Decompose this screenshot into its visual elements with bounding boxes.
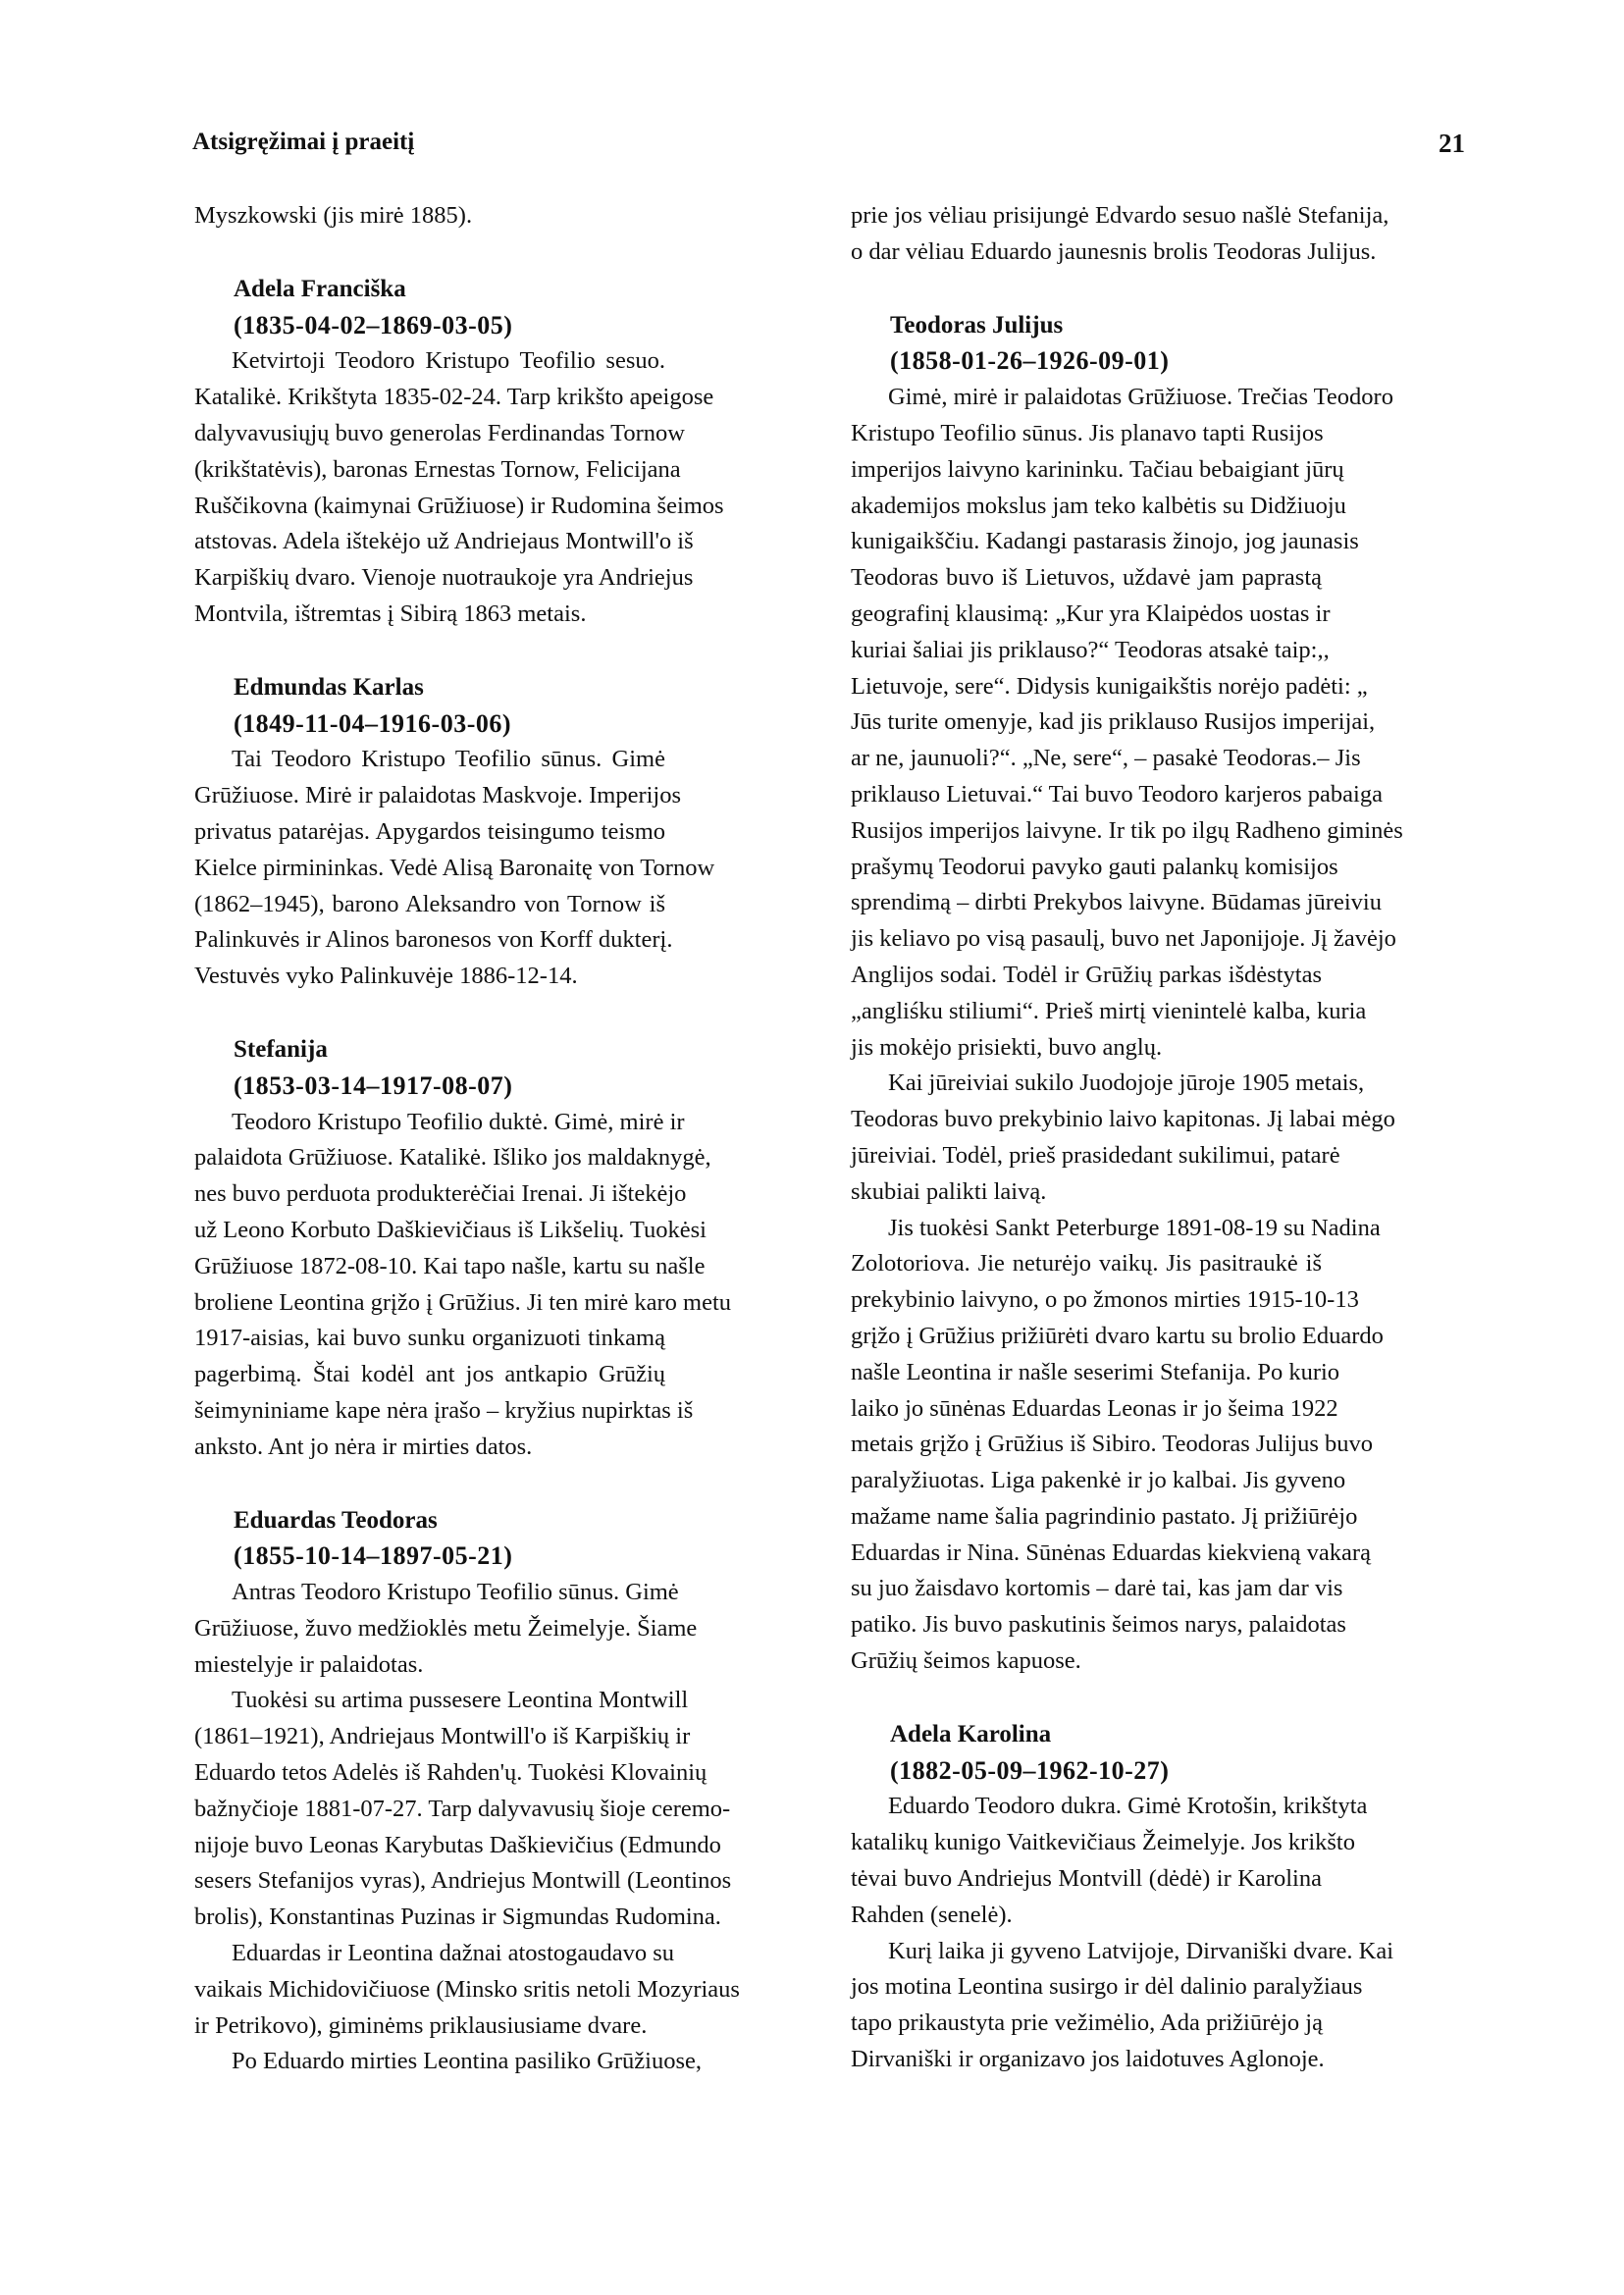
biography-entry xyxy=(194,272,724,633)
text-line: Kai jūreiviai sukilo Juodojoje jūroje 1905 metais, xyxy=(888,1069,1365,1097)
running-header xyxy=(192,129,1465,162)
text-line: kunigaikščiu. Kadangi pastarasis žinojo, jog jaunasis xyxy=(851,528,1359,555)
entry-dates: (1853-03-14–1917-08-07) xyxy=(234,1070,513,1100)
text-line: Grūžiuose. Mirė ir palaidotas Maskvoje. Imperijos xyxy=(194,782,682,809)
entry-spacer xyxy=(194,1466,665,1503)
paragraph xyxy=(194,1683,732,1936)
text-line: Ruščikovna (kaimynai Grūžiuose) ir Rudomina šeimos xyxy=(194,492,724,519)
text-line: patiko. Jis buvo paskutinis šeimos narys, palaidotas xyxy=(851,1611,1346,1639)
text-line: Rusijos imperijos laivyne. Ir tik po ilgų Radheno giminės xyxy=(851,816,1403,844)
text-line: atstovas. Adela ištekėjo už Andriejaus Montwill'o iš xyxy=(194,528,694,555)
text-line: šeimyniniame kape nėra įrašo – kryžius nupirktas iš xyxy=(194,1396,694,1424)
biography-entry xyxy=(851,308,1403,1680)
text-line: Anglijos sodai. Todėl ir Grūžių parkas išdėstytas xyxy=(851,961,1322,988)
text-line: su juo žaisdavo kortomis – darė tai, kas jam dar vis xyxy=(851,1575,1343,1602)
text-line: imperijos laivyno karininku. Tačiau bebaigiant jūrų xyxy=(851,455,1344,483)
entry-name: Stefanija xyxy=(234,1035,328,1063)
entry-dates: (1849-11-04–1916-03-06) xyxy=(234,708,512,738)
text-line: geografinį klausimą: „Kur yra Klaipėdos uostas ir xyxy=(851,600,1331,627)
text-line: 1917-aisias, kai buvo sunku organizuoti tinkamą xyxy=(194,1325,665,1352)
paragraph xyxy=(851,1211,1384,1680)
right-column xyxy=(851,198,1403,2078)
text-line: Ketvirtoji Teodoro Kristupo Teofilio sesuo. xyxy=(232,347,665,375)
text-line: Tai Teodoro Kristupo Teofilio sūnus. Gimė xyxy=(232,746,665,773)
paragraph xyxy=(851,1789,1368,1933)
entry-spacer xyxy=(194,995,665,1032)
text-line: prašymų Teodorui pavyko gauti palankų komisijos xyxy=(851,853,1338,880)
text-line: Teodoras buvo iš Lietuvos, uždavė jam paprastą xyxy=(851,564,1322,592)
text-line: katalikų kunigo Vaitkevičiaus Žeimelyje. Jos krikšto xyxy=(851,1829,1355,1856)
text-line: jos motina Leontina susirgo ir dėl dalinio paralyžiaus xyxy=(851,1973,1363,2001)
paragraph xyxy=(194,742,715,995)
text-line: (1861–1921), Andriejaus Montwill'o iš Karpiškių ir xyxy=(194,1723,691,1750)
biography-entry xyxy=(194,1032,732,1466)
text-line: tapo prikaustyta prie vežimėlio, Ada prižiūrėjo ją xyxy=(851,2009,1323,2037)
entry-name: Adela Franciška xyxy=(234,275,406,302)
text-line: o dar vėliau Eduardo jaunesnis brolis Teodoras Julijus. xyxy=(851,237,1377,265)
entry-dates: (1858-01-26–1926-09-01) xyxy=(890,346,1170,376)
running-title: Atsigręžimai į praeitį xyxy=(192,129,415,155)
entry-spacer xyxy=(194,633,665,670)
text-line: Kristupo Teofilio sūnus. Jis planavo tapti Rusijos xyxy=(851,419,1324,446)
text-line: pagerbimą. Štai kodėl ant jos antkapio Grūžių xyxy=(194,1361,665,1388)
biography-entry xyxy=(194,1503,740,2081)
text-line: Grūžių šeimos kapuose. xyxy=(851,1647,1081,1675)
text-line: ir Petrikovo), giminėms priklausiusiame dvare. xyxy=(194,2011,648,2039)
entry-dates: (1835-04-02–1869-03-05) xyxy=(234,310,513,339)
text-line: palaidota Grūžiuose. Katalikė. Išliko jos maldaknygė, xyxy=(194,1144,711,1172)
text-line: privatus patarėjas. Apygardos teisingumo teismo xyxy=(194,817,665,845)
text-line: Myszkowski (jis mirė 1885). xyxy=(194,202,473,229)
text-line: Kurį laika ji gyveno Latvijoje, Dirvaniški dvare. Kai xyxy=(888,1937,1394,1964)
text-line: Eduardas ir Leontina dažnai atostogaudavo su xyxy=(232,1940,675,1967)
text-line: (krikštatėvis), baronas Ernestas Tornow, Felicijana xyxy=(194,455,681,483)
text-line: mažame name šalia pagrindinio pastato. Jį prižiūrėjo xyxy=(851,1502,1358,1530)
text-line: „angliśku stiliumi“. Prieš mirtį vienintelė kalba, kuria xyxy=(851,997,1367,1024)
text-line: Palinkuvės ir Alinos baronesos von Korff dukterį. xyxy=(194,926,673,954)
text-line: broliene Leontina grįžo į Grūžius. Ji ten mirė karo metu xyxy=(194,1288,732,1316)
paragraph xyxy=(194,1936,740,2044)
paragraph xyxy=(194,2044,703,2080)
entry-name: Edmundas Karlas xyxy=(234,673,424,701)
text-line: už Leono Korbuto Daškievičiaus iš Likšelių. Tuokėsi xyxy=(194,1216,707,1243)
text-line: Grūžiuose, žuvo medžioklės metu Žeimelyje. Šiame xyxy=(194,1614,698,1642)
text-line: nijoje buvo Leonas Karybutas Daškievičius (Edmundo xyxy=(194,1831,721,1858)
text-line: kuriai šaliai jis priklauso?“ Teodoras atsakė taip:,, xyxy=(851,636,1330,663)
text-line: anksto. Ant jo nėra ir mirties datos. xyxy=(194,1433,533,1460)
text-line: Lietuvoje, sere“. Didysis kunigaikštis norėjo padėti: „ xyxy=(851,672,1368,700)
text-line: našle Leontina ir našle seserimi Stefanija. Po kurio xyxy=(851,1358,1340,1385)
entry-dates: (1882-05-09–1962-10-27) xyxy=(890,1755,1170,1785)
text-line: metais grįžo į Grūžius iš Sibiro. Teodoras Julijus buvo xyxy=(851,1431,1374,1458)
text-line: Eduardo Teodoro dukra. Gimė Krotošin, krikštyta xyxy=(888,1793,1368,1820)
text-line: sprendimą – dirbti Prekybos laivyne. Būdamas jūreiviu xyxy=(851,889,1382,916)
text-line: Jūs turite omenyje, kad jis priklauso Rusijos imperijai, xyxy=(851,708,1376,736)
paragraph xyxy=(194,343,724,632)
text-line: jis keliavo po visą pasaulį, buvo net Japonijoje. Jį žavėjo xyxy=(851,925,1396,953)
text-line: Antras Teodoro Kristupo Teofilio sūnus. Gimė xyxy=(232,1579,679,1606)
text-line: dalyvavusiųjų buvo generolas Ferdinandas Tornow xyxy=(194,419,685,446)
text-line: Po Eduardo mirties Leontina pasiliko Grūžiuose, xyxy=(232,2048,703,2075)
text-line: Teodoro Kristupo Teofilio duktė. Gimė, mirė ir xyxy=(232,1108,685,1135)
text-line: jūreiviai. Todėl, prieš prasidedant sukilimui, patarė xyxy=(851,1141,1340,1169)
text-line: prie jos vėliau prisijungė Edvardo sesuo našlė Stefanija, xyxy=(851,202,1389,229)
text-line: paralyžiuotas. Liga pakenkė ir jo kalbai. Jis gyveno xyxy=(851,1467,1346,1494)
text-line: Eduardo tetos Adelės iš Rahden'ų. Tuokėsi Klovainių xyxy=(194,1759,707,1787)
text-line: Eduardas ir Nina. Sūnėnas Eduardas kiekvieną vakarą xyxy=(851,1539,1371,1566)
paragraph xyxy=(851,1066,1395,1210)
text-line: brolis), Konstantinas Puzinas ir Sigmundas Rudomina. xyxy=(194,1904,721,1931)
text-line: Rahden (senelė). xyxy=(851,1901,1013,1928)
text-line: nes buvo perduota produkterėčiai Irenai. Ji ištekėjo xyxy=(194,1180,687,1208)
biography-entry xyxy=(194,670,715,995)
entry-dates: (1855-10-14–1897-05-21) xyxy=(234,1541,513,1571)
text-line: skubiai palikti laivą. xyxy=(851,1177,1047,1205)
entry-name: Eduardas Teodoras xyxy=(234,1506,438,1534)
entry-spacer xyxy=(851,1680,1322,1717)
text-line: Kielce pirmininkas. Vedė Alisą Baronaitę von Tornow xyxy=(194,854,715,881)
text-line: prekybinio laivyno, o po žmonos mirties 1915-10-13 xyxy=(851,1286,1359,1314)
text-line: Dirvaniški ir organizavo jos laidotuves Aglonoje. xyxy=(851,2046,1325,2073)
text-line: grįžo į Grūžius prižiūrėti dvaro kartu su brolio Eduardo xyxy=(851,1322,1384,1349)
biography-entry xyxy=(851,1717,1394,2078)
text-line: ar ne, jaunuoli?“. „Ne, sere“, – pasakė Teodoras.– Jis xyxy=(851,745,1361,772)
text-line: sesers Stefanijos vyras), Andriejus Montwill (Leontinos xyxy=(194,1867,732,1895)
paragraph xyxy=(851,380,1403,1066)
text-line: Vestuvės vyko Palinkuvėje 1886-12-14. xyxy=(194,963,578,990)
entry-name: Adela Karolina xyxy=(890,1720,1052,1747)
text-line: tėvai buvo Andriejus Montvill (dėdė) ir Karolina xyxy=(851,1865,1322,1893)
text-line: akademijos mokslus jam teko kalbėtis su Didžiuoju xyxy=(851,492,1346,519)
entry-spacer xyxy=(851,271,1322,308)
text-line: bažnyčioje 1881-07-27. Tarp dalyvavusių šioje ceremo- xyxy=(194,1795,731,1822)
text-line: Tuokėsi su artima pussesere Leontina Montwill xyxy=(232,1687,689,1714)
text-line: priklauso Lietuvai.“ Tai buvo Teodoro karjeros pabaiga xyxy=(851,780,1383,808)
text-line: (1862–1945), barono Aleksandro von Tornow iš xyxy=(194,890,665,917)
paragraph xyxy=(194,1105,732,1466)
text-line: Teodoras buvo prekybinio laivo kapitonas. Jį labai mėgo xyxy=(851,1106,1395,1133)
paragraph xyxy=(851,1934,1394,2078)
text-line: Karpiškių dvaro. Vienoje nuotraukoje yra Andriejus xyxy=(194,564,694,592)
text-line: Montvila, ištremtas į Sibirą 1863 metais. xyxy=(194,600,587,627)
text-line: jis mokėjo prisiekti, buvo anglų. xyxy=(851,1033,1163,1061)
text-line: Zolotoriova. Jie neturėjo vaikų. Jis pasitraukė iš xyxy=(851,1250,1322,1278)
text-line: Katalikė. Krikštyta 1835-02-24. Tarp krikšto apeigose xyxy=(194,384,714,411)
text-line: miestelyje ir palaidotas. xyxy=(194,1650,424,1678)
paragraph xyxy=(194,1575,698,1683)
page-number: 21 xyxy=(1439,129,1465,158)
text-line: Jis tuokėsi Sankt Peterburge 1891-08-19 su Nadina xyxy=(888,1214,1381,1241)
entry-name: Teodoras Julijus xyxy=(890,311,1064,339)
text-line: laiko jo sūnėnas Eduardas Leonas ir jo šeima 1922 xyxy=(851,1394,1338,1422)
left-column xyxy=(194,198,740,2080)
text-line: Gimė, mirė ir palaidotas Grūžiuose. Trečias Teodoro xyxy=(888,384,1393,411)
text-line: vaikais Michidovičiuose (Minsko sritis netoli Mozyriaus xyxy=(194,1975,740,2003)
entry-spacer xyxy=(194,235,665,272)
text-line: Grūžiuose 1872-08-10. Kai tapo našle, kartu su našle xyxy=(194,1252,706,1279)
